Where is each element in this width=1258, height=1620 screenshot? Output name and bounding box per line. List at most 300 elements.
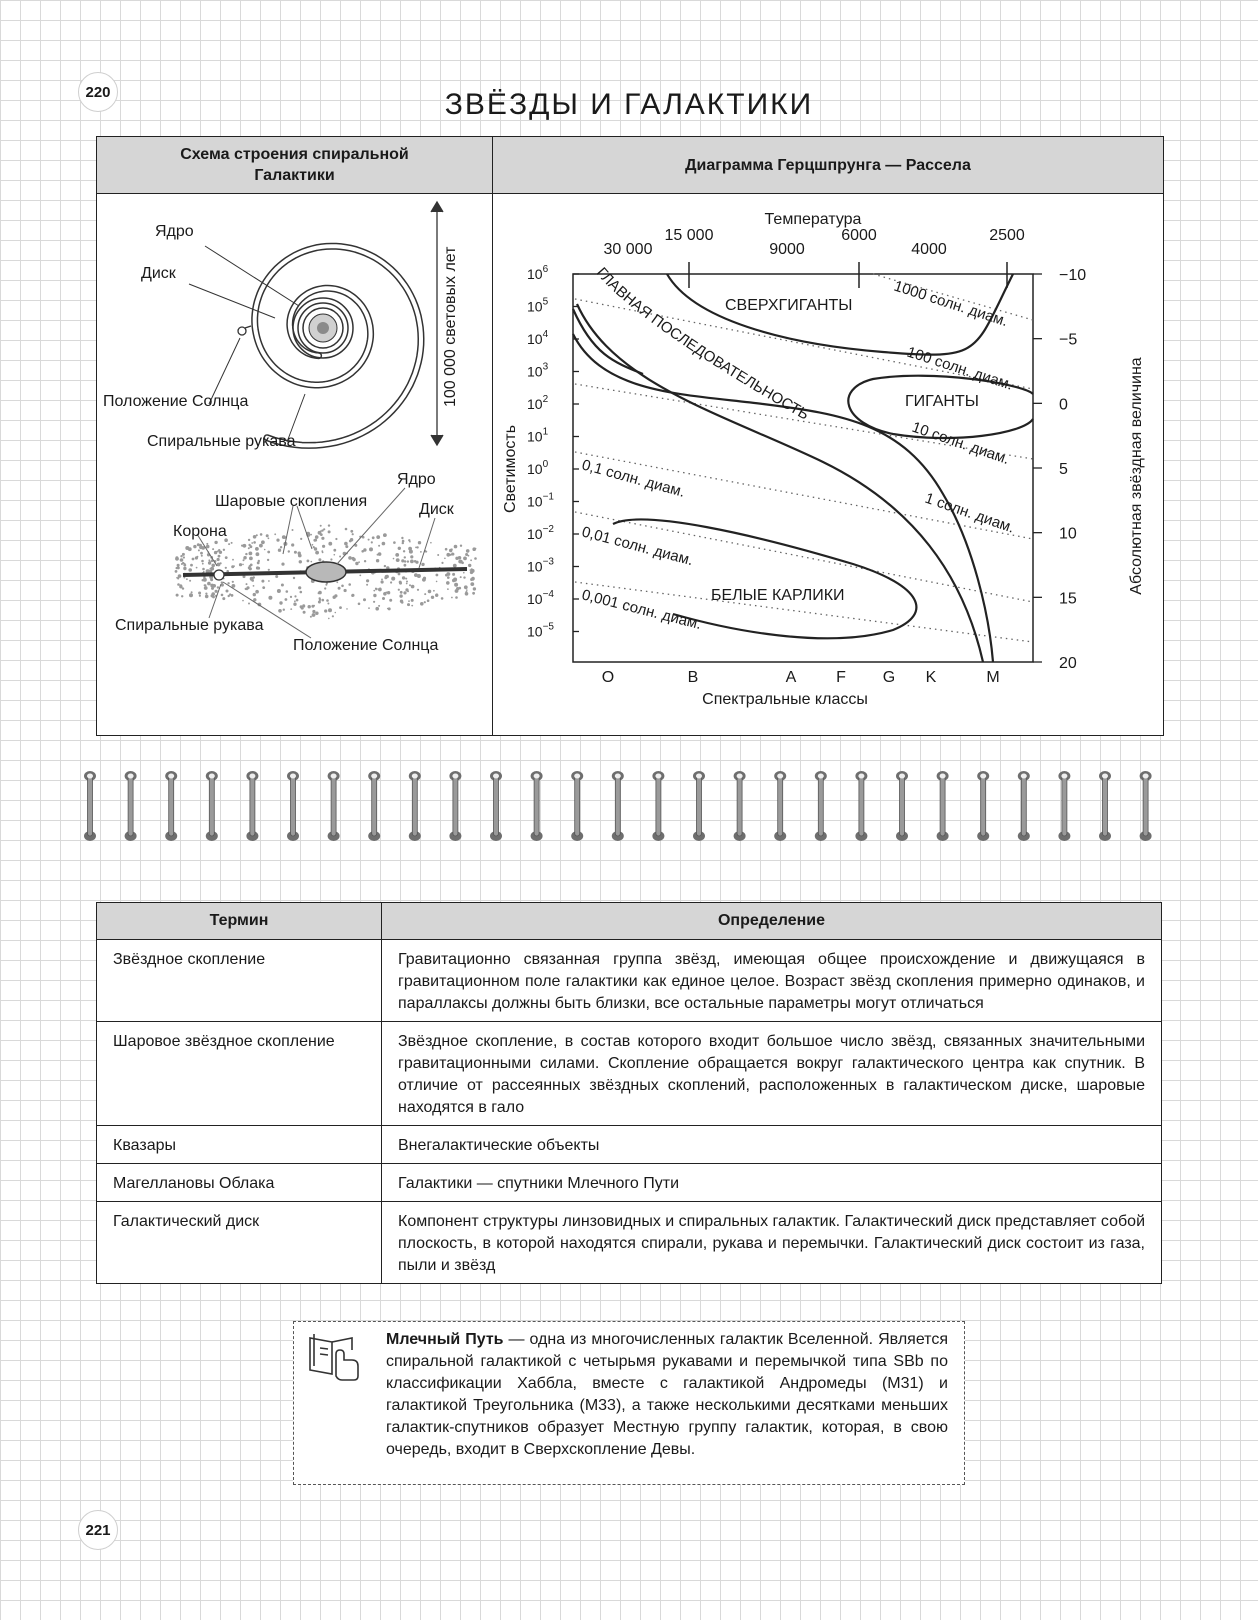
halo-dot (222, 597, 225, 600)
halo-dot (320, 525, 322, 527)
halo-dot (381, 579, 383, 581)
halo-dot (430, 542, 432, 544)
halo-dot (470, 578, 473, 581)
halo-dot (463, 557, 467, 561)
binding-ring (1099, 771, 1111, 841)
binding-ring (246, 771, 258, 841)
binding-ring (855, 771, 867, 841)
halo-dot (401, 559, 404, 562)
right-tick-label: 10 (1059, 525, 1077, 543)
halo-dot (333, 596, 336, 599)
halo-dot (206, 543, 208, 545)
left-tick-label: $10^3$ (527, 361, 549, 380)
halo-dot (261, 540, 265, 544)
halo-dot (318, 558, 321, 561)
galaxy-heading-line1: Схема строения спиральной (180, 146, 409, 163)
left-tick-label: $10^{-1}$ (527, 491, 554, 510)
halo-dot (242, 564, 244, 566)
halo-dot (250, 545, 253, 548)
halo-dot (472, 592, 475, 595)
radius-label-001: 0,01 солн. диам. (579, 523, 695, 570)
halo-dot (373, 601, 375, 603)
halo-dot (221, 583, 224, 586)
halo-dot (415, 561, 418, 564)
halo-dot (358, 603, 361, 606)
table-row (97, 1164, 1162, 1202)
halo-dot (322, 599, 325, 602)
halo-dot (474, 557, 477, 560)
halo-dot (456, 587, 459, 590)
spiral-arm-outer-fill (255, 246, 421, 445)
halo-dot (378, 605, 380, 607)
label-nucleus-top: Ядро (155, 223, 194, 240)
halo-dot (268, 537, 270, 539)
label-sun-side: Положение Солнца (293, 637, 439, 654)
halo-dot (304, 606, 306, 608)
halo-dot (197, 543, 200, 546)
halo-dot (388, 607, 391, 610)
halo-dot (376, 559, 379, 562)
term-cell: Магеллановы Облака (97, 1164, 382, 1202)
halo-dot (248, 603, 250, 605)
right-axis-label: Абсолютная звёздная величина (1128, 357, 1145, 595)
halo-dot (465, 553, 468, 556)
halo-dot (387, 591, 390, 594)
halo-dot (359, 575, 361, 577)
top-tick-label: 4000 (911, 241, 947, 258)
halo-dot (312, 544, 314, 546)
halo-dot (262, 586, 265, 589)
halo-dot (333, 549, 336, 552)
label-scale: 100 000 световых лет (442, 246, 459, 407)
left-tick-label: $10^0$ (527, 459, 549, 477)
galaxy-scheme (97, 194, 492, 734)
halo-dot (454, 583, 458, 587)
page-number-bottom: 221 (78, 1510, 118, 1550)
halo-dot (211, 587, 214, 590)
left-tick-label: $10^{-2}$ (527, 524, 554, 542)
galaxy-heading-line2: Галактики (254, 167, 335, 184)
halo-dot (375, 607, 379, 611)
halo-dot (268, 569, 270, 571)
binding-ring (449, 771, 461, 841)
halo-dot (473, 587, 476, 590)
halo-dot (286, 590, 289, 593)
halo-dot (206, 569, 210, 573)
halo-dot (452, 579, 455, 582)
binding-ring (84, 771, 96, 841)
halo-dot (382, 597, 385, 600)
halo-dot (364, 560, 366, 562)
halo-dot (403, 591, 406, 594)
label-arms-side: Спиральные рукава (115, 617, 264, 634)
halo-dot (322, 552, 324, 554)
term-cell: Шаровое звёздное скопление (97, 1022, 382, 1126)
binding-ring (774, 771, 786, 841)
halo-dot (242, 600, 244, 602)
halo-dot (399, 594, 402, 597)
halo-dot (231, 594, 234, 597)
binding-ring (896, 771, 908, 841)
halo-dot (308, 605, 311, 608)
halo-dot (293, 603, 296, 606)
radius-label-1: 1 солн. диам. (922, 489, 1017, 537)
table-row (97, 1126, 1162, 1164)
halo-dot (245, 553, 247, 555)
halo-dot (277, 589, 281, 593)
halo-dot (253, 541, 256, 544)
halo-dot (260, 533, 263, 536)
label-corona: Корона (173, 523, 227, 540)
halo-dot (217, 550, 219, 552)
top-axis-ticks (604, 227, 1025, 258)
top-tick-label: 6000 (841, 227, 877, 244)
halo-dot (326, 599, 329, 602)
halo-dot (395, 553, 399, 557)
halo-dot (176, 567, 178, 569)
halo-dot (338, 587, 341, 590)
halo-dot (464, 585, 468, 589)
right-axis-ticks (1033, 267, 1086, 672)
halo-dot (327, 603, 329, 605)
halo-dot (451, 553, 454, 556)
notebook-spiral-binding (82, 770, 1182, 842)
top-tick-label: 2500 (989, 227, 1025, 244)
halo-dot (352, 558, 355, 561)
halo-dot (408, 539, 410, 541)
halo-dot (470, 582, 474, 586)
halo-dot (232, 581, 234, 583)
right-tick-label: −10 (1059, 267, 1087, 284)
halo-dot (468, 564, 471, 567)
halo-dot (180, 558, 184, 562)
halo-dot (294, 600, 296, 602)
left-axis-ticks (527, 264, 579, 640)
halo-dot (341, 585, 344, 588)
term-cell: Звёздное скопление (97, 940, 382, 1022)
leader-nucleus (205, 246, 299, 306)
halo-dot (212, 596, 215, 599)
halo-dot (446, 581, 450, 585)
halo-dot (312, 610, 315, 613)
hr-diagram (493, 194, 1163, 734)
halo-dot (267, 551, 270, 554)
right-tick-label: 5 (1059, 461, 1068, 478)
label-arms-top: Спиральные рукава (147, 433, 296, 450)
halo-dot (275, 575, 278, 578)
halo-dot (344, 589, 347, 592)
halo-dot (315, 535, 319, 539)
halo-dot (373, 590, 375, 592)
binding-ring (368, 771, 380, 841)
halo-dot (348, 583, 351, 586)
halo-dot (261, 580, 264, 583)
halo-dot (447, 572, 451, 576)
halo-dot (315, 613, 317, 615)
right-tick-label: 15 (1059, 590, 1077, 608)
halo-dot (453, 564, 457, 568)
halo-dot (276, 539, 279, 542)
halo-dot (280, 546, 282, 548)
halo-dot (368, 539, 370, 541)
definition-cell: Галактики — спутники Млечного Пути (382, 1164, 1162, 1202)
halo-dot (420, 551, 422, 553)
page-number-top: 220 (78, 72, 118, 112)
page-title: ЗВЁЗДЫ И ГАЛАКТИКИ (444, 88, 814, 121)
halo-dot (307, 560, 310, 563)
halo-dot (346, 608, 348, 610)
binding-ring (328, 771, 340, 841)
halo-dot (312, 613, 316, 617)
halo-dot (190, 564, 193, 567)
sun-symbol-side (214, 570, 224, 580)
halo-dot (409, 584, 411, 586)
bottom-axis-label: Спектральные классы (702, 691, 868, 708)
halo-dot (204, 586, 208, 590)
binding-ring (165, 771, 177, 841)
halo-dot (294, 551, 297, 554)
halo-dot (214, 551, 217, 554)
halo-dot (401, 537, 403, 539)
halo-dot (421, 563, 424, 566)
radius-label-1000: 1000 солн. диам. (891, 277, 1010, 331)
halo-dot (246, 586, 249, 589)
binding-ring (1140, 771, 1152, 841)
halo-dot (221, 594, 224, 597)
halo-dot (332, 615, 334, 617)
halo-dot (248, 547, 250, 549)
halo-dot (463, 576, 465, 578)
binding-ring (409, 771, 421, 841)
radius-line-1a (575, 452, 1033, 539)
halo-dot (243, 559, 245, 561)
halo-dot (212, 548, 214, 550)
label-disk-side: Диск (419, 501, 454, 518)
halo-dot (328, 608, 332, 612)
halo-dot (400, 591, 403, 594)
halo-dot (328, 542, 332, 546)
bottom-tick-label: A (785, 669, 797, 686)
halo-dot (268, 580, 270, 582)
top-tick-label: 9000 (769, 241, 805, 258)
binding-ring (612, 771, 624, 841)
galactic-bulge (306, 562, 346, 582)
halo-dot (231, 542, 233, 544)
halo-dot (404, 564, 407, 567)
halo-dot (398, 547, 401, 550)
halo-dot (449, 549, 452, 552)
top-axis-label: Температура (764, 211, 862, 228)
table-row (97, 1202, 1162, 1284)
halo-dot (248, 539, 250, 541)
galaxy-nucleus-core (317, 322, 329, 334)
halo-dot (208, 559, 210, 561)
halo-dot (188, 547, 192, 551)
binding-ring (937, 771, 949, 841)
halo-dot (176, 594, 179, 597)
info-text (386, 1329, 948, 1461)
halo-dot (281, 563, 284, 566)
info-bold-term: Млечный Путь (386, 1331, 504, 1348)
halo-dot (266, 534, 269, 537)
halo-dot (339, 556, 341, 558)
halo-dot (466, 589, 468, 591)
halo-dot (205, 595, 209, 599)
halo-dot (441, 562, 443, 564)
halo-dot (195, 556, 198, 559)
halo-dot (175, 557, 179, 561)
binding-ring (652, 771, 664, 841)
halo-dot (200, 552, 203, 555)
halo-dot (369, 547, 373, 551)
halo-dot (177, 577, 179, 579)
halo-dot (455, 596, 458, 599)
halo-dot (411, 585, 415, 589)
halo-dot (330, 558, 332, 560)
halo-dot (324, 587, 326, 589)
top-tick-label: 30 000 (603, 241, 653, 258)
halo-dot (202, 563, 204, 565)
halo-dot (290, 608, 292, 610)
halo-dot (373, 594, 376, 597)
halo-dot (345, 545, 348, 548)
left-tick-label: $10^6$ (527, 264, 549, 282)
halo-dot (203, 571, 205, 573)
halo-dot (378, 545, 380, 547)
right-tick-label: 0 (1059, 396, 1068, 414)
halo-dot (232, 559, 234, 561)
halo-dot (296, 599, 299, 602)
halo-dot (202, 568, 205, 571)
halo-dot (314, 539, 317, 542)
halo-dot (274, 533, 276, 535)
halo-dot (402, 576, 405, 579)
halo-dot (366, 584, 368, 586)
halo-dot (249, 565, 251, 567)
halo-dot (259, 544, 263, 548)
halo-dot (407, 590, 409, 592)
halo-dot (431, 596, 434, 599)
halo-dot (404, 556, 406, 558)
halo-dot (408, 600, 410, 602)
halo-dot (437, 554, 439, 556)
halo-dot (210, 584, 214, 588)
halo-dot (335, 538, 337, 540)
term-cell: Квазары (97, 1126, 382, 1164)
halo-dot (344, 542, 348, 546)
halo-dot (292, 529, 294, 531)
halo-dot (313, 605, 315, 607)
left-tick-label: $10^1$ (527, 426, 549, 445)
halo-dot (452, 573, 455, 576)
definition-cell: Компонент структуры линзовидных и спиральных галактик. Галактический диск представляет собой плоскость, в которой находятся спирали, рукава и перемычки. Галактический диск состоит из газа, пыли и звёзд (382, 1202, 1162, 1284)
binding-ring (1018, 771, 1030, 841)
halo-dot (463, 572, 465, 574)
halo-dot (447, 576, 450, 579)
top-tick-label: 15 000 (664, 227, 714, 244)
halo-dot (206, 545, 210, 549)
definition-cell: Звёздное скопление, в состав которого входит большое число звёзд, связанных значительными гравитационными силами. Скопление обращается вокруг галактического центра как спутник. В отличие от рассеянных звёздных скоплений, расположенных в галактическом диске, шаровые находятся в гало (382, 1022, 1162, 1126)
halo-dot (378, 588, 382, 592)
terms-table (96, 902, 1162, 1284)
binding-ring (1058, 771, 1070, 841)
label-sun-top: Положение Солнца (103, 393, 249, 410)
halo-dot (246, 583, 248, 585)
radius-label-01: 0,1 солн. диам. (579, 456, 687, 501)
halo-dot (299, 560, 302, 563)
left-tick-label: $10^{-3}$ (527, 556, 554, 575)
halo-dot (318, 601, 321, 604)
halo-dot (470, 569, 472, 571)
halo-dot (220, 562, 222, 564)
halo-dot (189, 593, 193, 597)
halo-dot (398, 573, 401, 576)
bottom-tick-label: O (601, 669, 615, 686)
halo-dot (418, 541, 421, 544)
halo-dot (204, 584, 206, 586)
binding-ring (571, 771, 583, 841)
halo-dot (215, 590, 218, 593)
halo-dot (218, 555, 221, 558)
halo-dot (399, 582, 402, 585)
halo-dot (433, 590, 435, 592)
halo-dot (458, 560, 461, 563)
halo-dot (221, 581, 223, 583)
info-box-milky-way (293, 1321, 965, 1485)
halo-dot (298, 554, 302, 558)
table-row (97, 940, 1162, 1022)
halo-dot (324, 609, 327, 612)
halo-dot (400, 600, 403, 603)
halo-dot (267, 559, 269, 561)
halo-dot (402, 542, 404, 544)
halo-dot (425, 551, 427, 553)
halo-dot (393, 558, 395, 560)
halo-dot (408, 547, 412, 551)
halo-dot (225, 556, 228, 559)
halo-dot (201, 560, 204, 563)
halo-dot (192, 558, 195, 561)
halo-dot (225, 567, 227, 569)
halo-dot (408, 604, 410, 606)
halo-dot (416, 546, 418, 548)
halo-dot (201, 555, 203, 557)
halo-dot (228, 543, 230, 545)
halo-dot (372, 536, 375, 539)
left-tick-label: $10^4$ (527, 329, 549, 347)
halo-dot (175, 570, 178, 573)
halo-dot (219, 551, 222, 554)
halo-dot (183, 556, 185, 558)
halo-dot (182, 553, 185, 556)
table-row (97, 1022, 1162, 1126)
halo-dot (345, 528, 348, 531)
halo-dot (301, 606, 304, 609)
halo-dot (183, 567, 186, 570)
halo-dot (255, 547, 259, 551)
halo-dot (335, 612, 337, 614)
halo-dot (390, 581, 392, 583)
bottom-tick-label: M (986, 669, 1000, 686)
left-tick-label: $10^5$ (527, 296, 549, 315)
halo-dot (205, 593, 207, 595)
halo-dot (381, 580, 384, 583)
halo-dot (253, 593, 256, 596)
halo-dot (454, 545, 458, 549)
halo-dot (211, 564, 215, 568)
halo-dot (368, 607, 370, 609)
halo-dot (470, 571, 473, 574)
